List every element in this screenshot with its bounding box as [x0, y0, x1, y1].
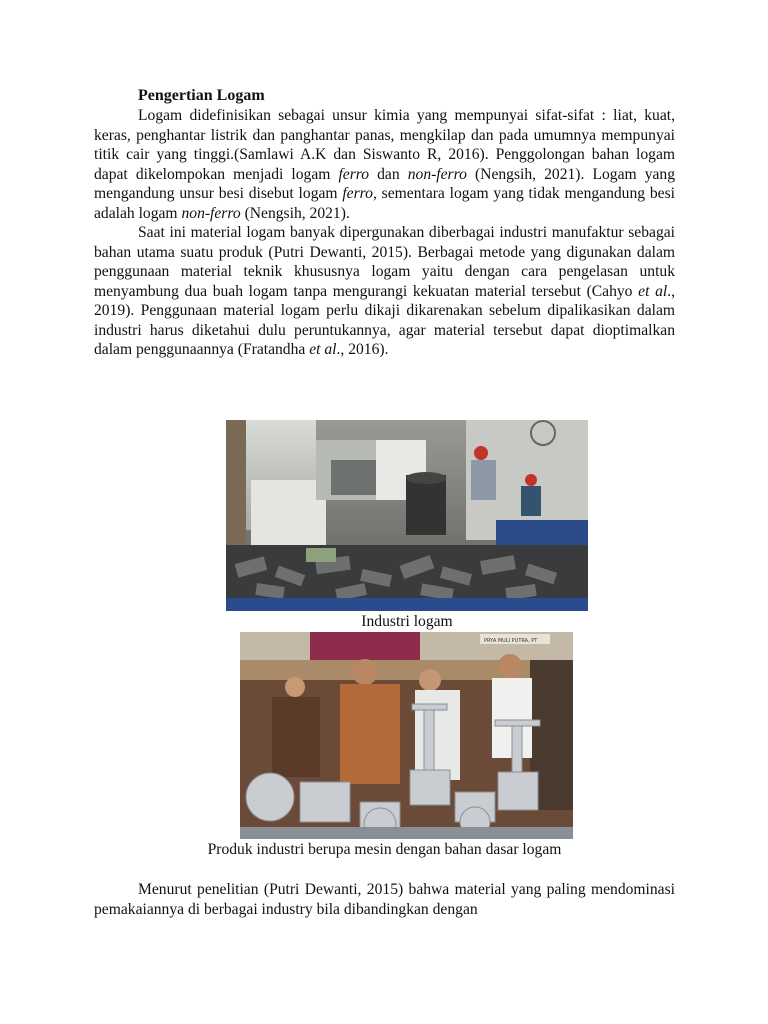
figure-2-caption: Produk industri berupa mesin dengan bahan dasar logam	[207, 841, 562, 858]
section-heading: Pengertian Logam	[138, 87, 265, 104]
text-run: dan	[369, 165, 408, 183]
italic-term: ferro	[342, 185, 373, 202]
italic-term: et al	[309, 341, 337, 358]
banner-text: PRYA MULI PUTRA, PT	[484, 638, 538, 644]
page-body	[94, 86, 675, 360]
italic-term: ferro	[338, 165, 370, 183]
paragraph-3: Menurut penelitian (Putri Dewanti, 2015) bahwa material yang paling mendominasi pemakaiannya di berbagai industry bila dibandingkan dengan	[94, 881, 675, 918]
italic-term: non-ferro	[181, 204, 241, 222]
paragraph-2	[94, 223, 675, 360]
text-run: ., 2016).	[336, 341, 389, 358]
valves-photo-image	[240, 632, 573, 839]
italic-term: non-ferro	[407, 165, 467, 183]
text-run: (Nengsih, 2021).	[240, 204, 350, 222]
text-run: Saat ini material logam banyak dipergunakan diberbagai industri manufaktur sebagai bahan utama suatu produk (Putri Dewanti, 2015). Berbagai metode yang digunakan dalam penggunaan material teknik khususnya logam yaitu dengan cara pengelasan untuk menyambung dua buah logam tanpa mengurangi kekuatan material tersebut (Cahyo	[94, 224, 675, 300]
industry-photo-image	[226, 420, 588, 611]
text-run: Logam didefinisikan sebagai unsur kimia yang mempunyai sifat-sifat : liat, kuat, keras, penghantar listrik dan panghantar panas, mengkilap dan pada umumnya mempunyai titik cair yang tinggi.(Samlawi A.K dan Siswanto R, 2016). Penggolongan bahan logam dapat dikelompokan menjadi logam	[94, 107, 675, 183]
text-run: ., 2019). Penggunaan material logam perlu dikaji dikarenakan sebelum dipalikasikan dalam industri harus diketahui dulu peruntukannya, agar material tersebut dapat dioptimalkan dalam penggunaannya (Fratandha	[94, 282, 675, 358]
page-body-continued	[94, 880, 675, 919]
text-run: , sementara logam yang tidak mengandung besi adalah logam	[94, 185, 675, 222]
paragraph-1	[94, 106, 675, 223]
figure-1-caption: Industri logam	[361, 613, 453, 630]
figure-industry-photo	[226, 420, 588, 611]
italic-term: et al	[638, 282, 668, 300]
text-run: (Nengsih, 2021). Logam yang mengandung unsur besi disebut logam	[94, 165, 676, 202]
figure-valves-photo	[240, 632, 573, 839]
